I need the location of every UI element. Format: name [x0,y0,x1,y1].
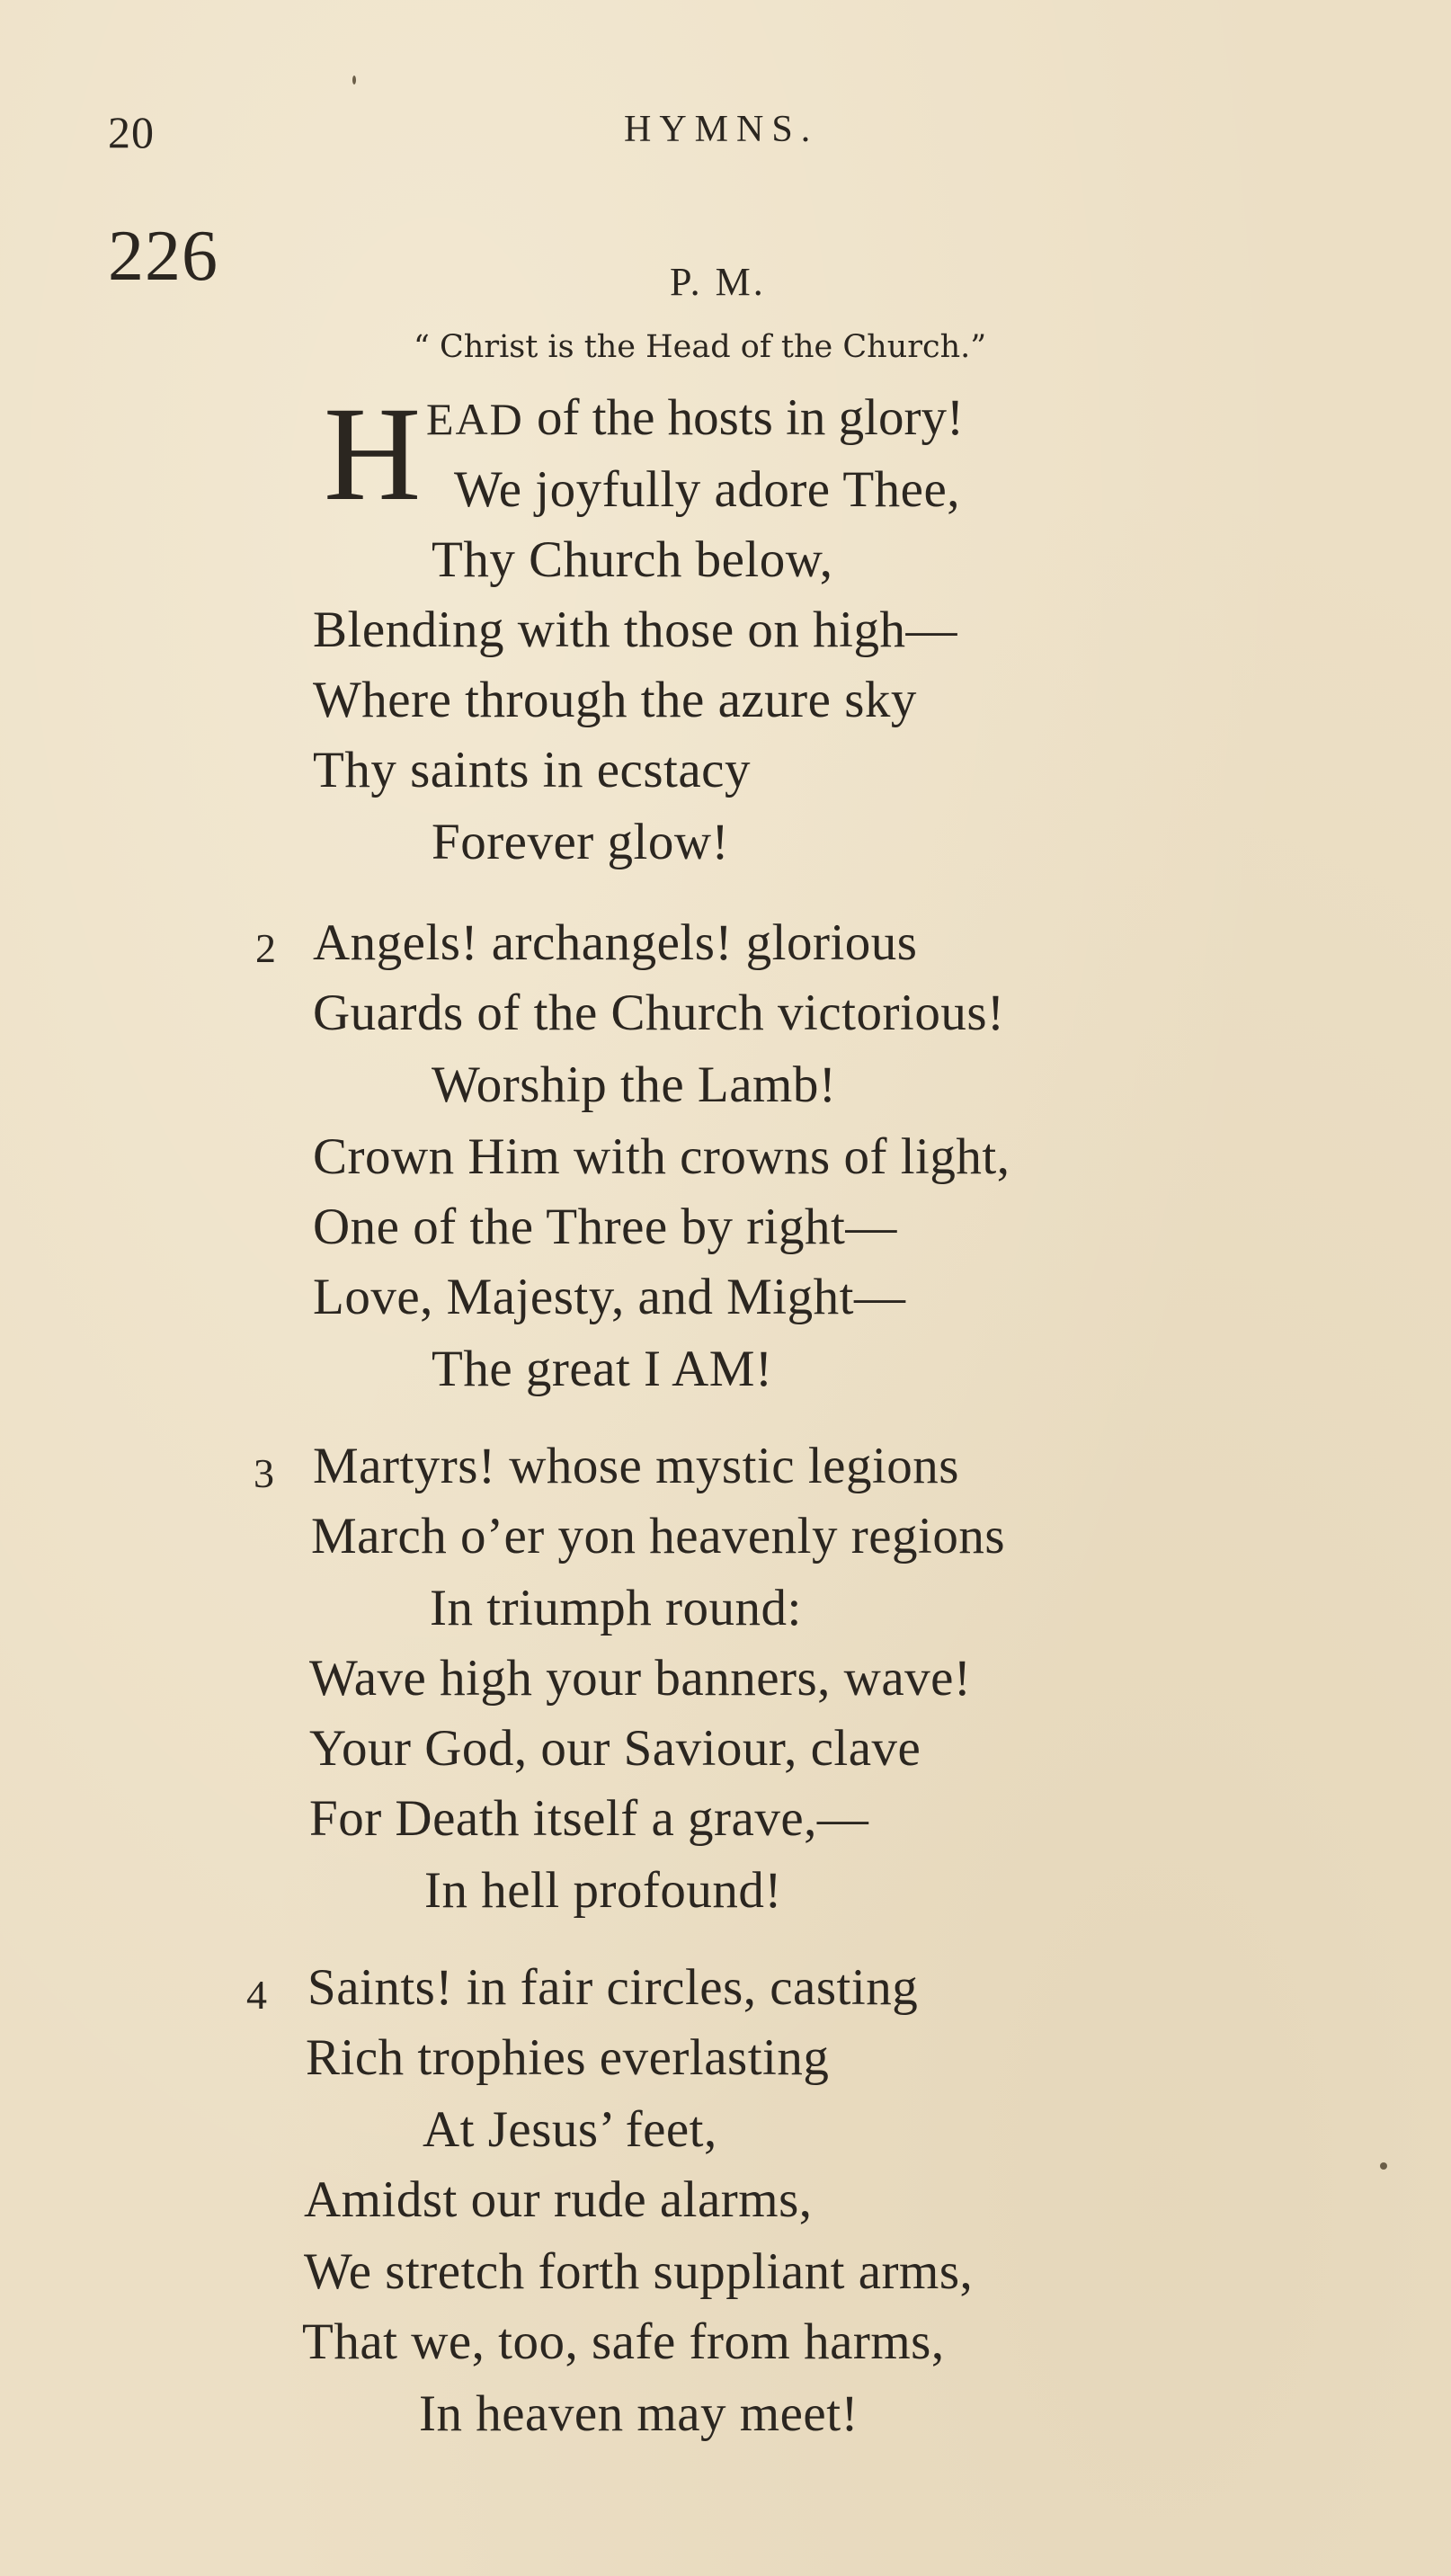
verse-1-line-3: Thy Church below, [432,531,833,588]
running-head [108,106,1241,160]
verse-1-line-4: Blending with those on high— [313,602,957,658]
running-title: HYMNS. [624,109,819,150]
verse-3-line-7: In hell profound! [424,1862,782,1919]
verse-4-line-1: Saints! in fair circles, casting [307,1959,919,2016]
first-line-rest: of the hosts in glory! [523,389,964,446]
verse-2-line-3: Worship the Lamb! [432,1056,837,1113]
verse-3-line-1: Martyrs! whose mystic legions [313,1438,959,1494]
page-number: 20 [108,107,155,157]
verse-2-line-4: Crown Him with crowns of light, [313,1128,1010,1185]
first-line-small-caps: EAD [426,394,524,444]
hymn-meter: P. M. [670,260,766,304]
verse-4-line-6: That we, too, safe from harms, [302,2313,945,2370]
verse-1-line-6: Thy saints in ecstacy [313,742,751,798]
verse-1-line-5: Where through the azure sky [313,672,917,728]
first-line [426,388,964,447]
paper-speck [1380,2162,1387,2170]
verse-3-line-6: For Death itself a grave,— [309,1790,869,1847]
verse-1-line-2: We joyfully adore Thee, [454,461,960,518]
drop-cap: H [324,379,422,529]
paper-speck [352,76,356,85]
verse-number-4: 4 [246,1972,267,2018]
verse-2-line-7: The great I AM! [432,1341,773,1397]
hymn-number: 226 [108,217,218,296]
verse-4-line-7: In heaven may meet! [419,2385,859,2442]
verse-1-line-7: Forever glow! [432,814,729,870]
verse-2-line-6: Love, Majesty, and Might— [313,1269,906,1325]
verse-4-line-4: Amidst our rude alarms, [304,2171,813,2228]
verse-2-line-2: Guards of the Church victorious! [313,985,1005,1041]
verse-3-line-2: March o’er yon heavenly regions [311,1508,1006,1564]
verse-number-3: 3 [254,1450,274,1496]
verse-2-line-1: Angels! archangels! glorious [313,914,918,971]
verse-3-line-5: Your God, our Saviour, clave [309,1720,921,1777]
verse-3-line-4: Wave high your banners, wave! [309,1650,972,1707]
verse-4-line-2: Rich trophies everlasting [306,2029,830,2086]
hymn-epigraph: “ Christ is the Head of the Church.” [414,329,987,365]
verse-2-line-5: One of the Three by right— [313,1199,897,1255]
verse-3-line-3: In triumph round: [430,1580,802,1636]
verse-4-line-3: At Jesus’ feet, [423,2101,717,2158]
verse-number-2: 2 [255,925,276,971]
verse-4-line-5: We stretch forth suppliant arms, [304,2243,974,2300]
